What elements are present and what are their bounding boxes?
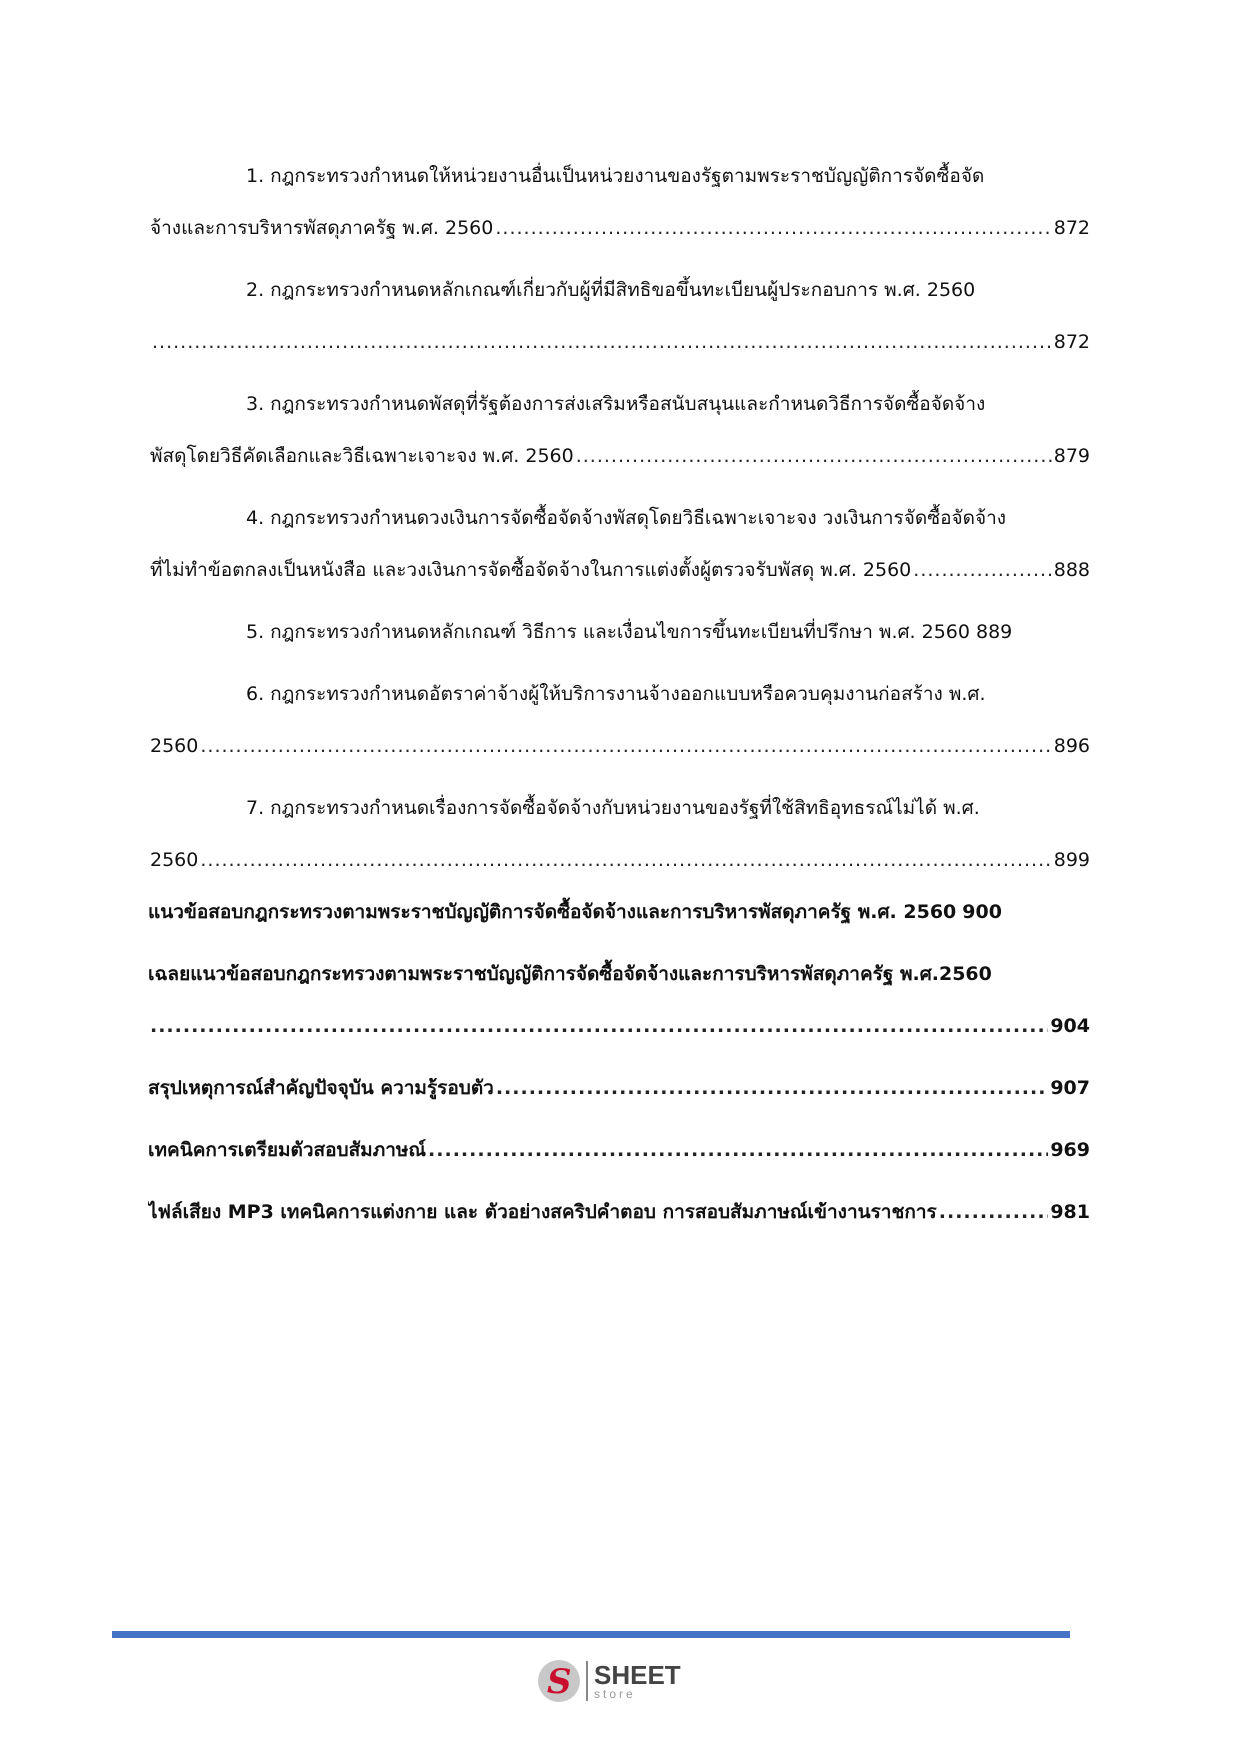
- dot-leader: [913, 544, 1051, 596]
- page-number: 969: [1050, 1139, 1090, 1161]
- toc-main-entry[interactable]: [148, 1124, 1090, 1176]
- toc-entry-line1: 2. กฎกระทรวงกำหนดหลักเกณฑ์เกี่ยวกับผู้ที่มีสิทธิขอขึ้นทะเบียนผู้ประกอบการ พ.ศ. 2560: [246, 279, 976, 301]
- page-number: 872: [1053, 217, 1090, 239]
- dot-leader: [495, 202, 1051, 254]
- page-number: 872: [1053, 331, 1090, 353]
- dot-leader: [200, 720, 1051, 772]
- toc-entry-leader-line: [150, 316, 1090, 368]
- toc-entry-line1: 6. กฎกระทรวงกำหนดอัตราค่าจ้างผู้ให้บริการงานจ้างออกแบบหรือควบคุมงานก่อสร้าง พ.ศ.: [246, 683, 986, 705]
- toc-entry-leader-line: [150, 430, 1090, 482]
- dot-leader: [200, 834, 1051, 886]
- toc-entry-leader-line: [148, 1186, 1090, 1238]
- page-number: 889: [976, 621, 1013, 643]
- toc-entry-leader-line: [150, 606, 1090, 658]
- toc-entry-line1: 5. กฎกระทรวงกำหนดหลักเกณฑ์ วิธีการ และเงื่อนไขการขึ้นทะเบียนที่ปรึกษา พ.ศ. 2560: [246, 621, 970, 643]
- toc-entry-line2: จ้างและการบริหารพัสดุภาครัฐ พ.ศ. 2560: [150, 217, 494, 239]
- page-number: 907: [1050, 1077, 1090, 1099]
- toc-entry-leader-line: [150, 202, 1090, 254]
- toc-main-entry-text: เฉลยแนวข้อสอบกฎกระทรวงตามพระราชบัญญัติการจัดซื้อจัดจ้างและการบริหารพัสดุภาครัฐ พ.ศ.2560: [148, 963, 992, 985]
- page-number: 899: [1053, 849, 1090, 871]
- dot-leader: [150, 1000, 1048, 1052]
- toc-entry[interactable]: [150, 606, 1090, 658]
- page-number: 888: [1053, 559, 1090, 581]
- toc-main-entry[interactable]: [148, 948, 1090, 1052]
- logo-brand: SHEET: [594, 1660, 681, 1690]
- toc-entry-leader-line: [148, 1000, 1090, 1052]
- page-number: 879: [1053, 445, 1090, 467]
- toc-entry-line2: 2560: [150, 849, 199, 871]
- toc-main-entry-text: ไฟล์เสียง MP3 เทคนิคการแต่งกาย และ ตัวอย่างสคริปคำตอบ การสอบสัมภาษณ์เข้างานราชการ: [148, 1201, 937, 1223]
- toc-entry[interactable]: [150, 492, 1090, 596]
- toc-main-entry-text: แนวข้อสอบกฎกระทรวงตามพระราชบัญญัติการจัดซื้อจัดจ้างและการบริหารพัสดุภาครัฐ พ.ศ. 2560: [148, 901, 957, 923]
- toc-entry[interactable]: [150, 264, 1090, 368]
- toc-entry-line2: พัสดุโดยวิธีคัดเลือกและวิธีเฉพาะเจาะจง พ.ศ. 2560: [150, 445, 574, 467]
- footer-divider: [112, 1631, 1070, 1638]
- toc-entry[interactable]: [150, 378, 1090, 482]
- toc-main-entry-text: สรุปเหตุการณ์สำคัญปัจจุบัน ความรู้รอบตัว: [148, 1077, 494, 1099]
- toc-entry-line1: 1. กฎกระทรวงกำหนดให้หน่วยงานอื่นเป็นหน่วยงานของรัฐตามพระราชบัญญัติการจัดซื้อจัด: [246, 165, 985, 187]
- toc-entry-line1: 3. กฎกระทรวงกำหนดพัสดุที่รัฐต้องการส่งเสริมหรือสนับสนุนและกำหนดวิธีการจัดซื้อจัดจ้าง: [246, 393, 986, 415]
- toc-entry-line2: 2560: [150, 735, 199, 757]
- logo-separator: [586, 1661, 588, 1701]
- logo-letter: S: [547, 1662, 572, 1702]
- logo-sub: store: [594, 1687, 636, 1701]
- page-number: 900: [962, 901, 1002, 923]
- sheet-store-logo: [538, 1660, 681, 1702]
- toc-entry[interactable]: [150, 782, 1090, 886]
- logo-wordmark: [594, 1662, 681, 1700]
- dot-leader: [576, 430, 1052, 482]
- toc-entry-leader-line: [150, 544, 1090, 596]
- toc-entry[interactable]: [150, 150, 1090, 254]
- dot-leader: [152, 316, 1052, 368]
- table-of-contents: [150, 150, 1090, 1238]
- page-number: 896: [1053, 735, 1090, 757]
- toc-entry-leader-line: [148, 1124, 1090, 1176]
- logo-s-icon: [538, 1660, 580, 1702]
- dot-leader: [496, 1062, 1048, 1114]
- page-number: 981: [1050, 1201, 1090, 1223]
- toc-entry-leader-line: [148, 1062, 1090, 1114]
- toc-main-entry[interactable]: [148, 886, 1090, 938]
- toc-main-entry-text: เทคนิคการเตรียมตัวสอบสัมภาษณ์: [148, 1139, 427, 1161]
- toc-entry-leader-line: [148, 886, 1090, 938]
- toc-entry-leader-line: [150, 834, 1090, 886]
- dot-leader: [428, 1124, 1048, 1176]
- toc-entry-leader-line: [150, 720, 1090, 772]
- toc-entry-line1: 7. กฎกระทรวงกำหนดเรื่องการจัดซื้อจัดจ้างกับหน่วยงานของรัฐที่ใช้สิทธิอุทธรณ์ไม่ได้ พ.ศ.: [246, 797, 980, 819]
- toc-entry-line1: 4. กฎกระทรวงกำหนดวงเงินการจัดซื้อจัดจ้างพัสดุโดยวิธีเฉพาะเจาะจง วงเงินการจัดซื้อจัดจ้าง: [246, 507, 1007, 529]
- toc-entry-line2: ที่ไม่ทำข้อตกลงเป็นหนังสือ และวงเงินการจัดซื้อจัดจ้างในการแต่งตั้งผู้ตรวจรับพัสดุ พ.ศ. 2560: [150, 559, 912, 581]
- dot-leader: [939, 1186, 1049, 1238]
- page-number: 904: [1050, 1015, 1090, 1037]
- toc-main-entry[interactable]: [148, 1062, 1090, 1114]
- toc-main-entry[interactable]: [148, 1186, 1090, 1238]
- toc-entry[interactable]: [150, 668, 1090, 772]
